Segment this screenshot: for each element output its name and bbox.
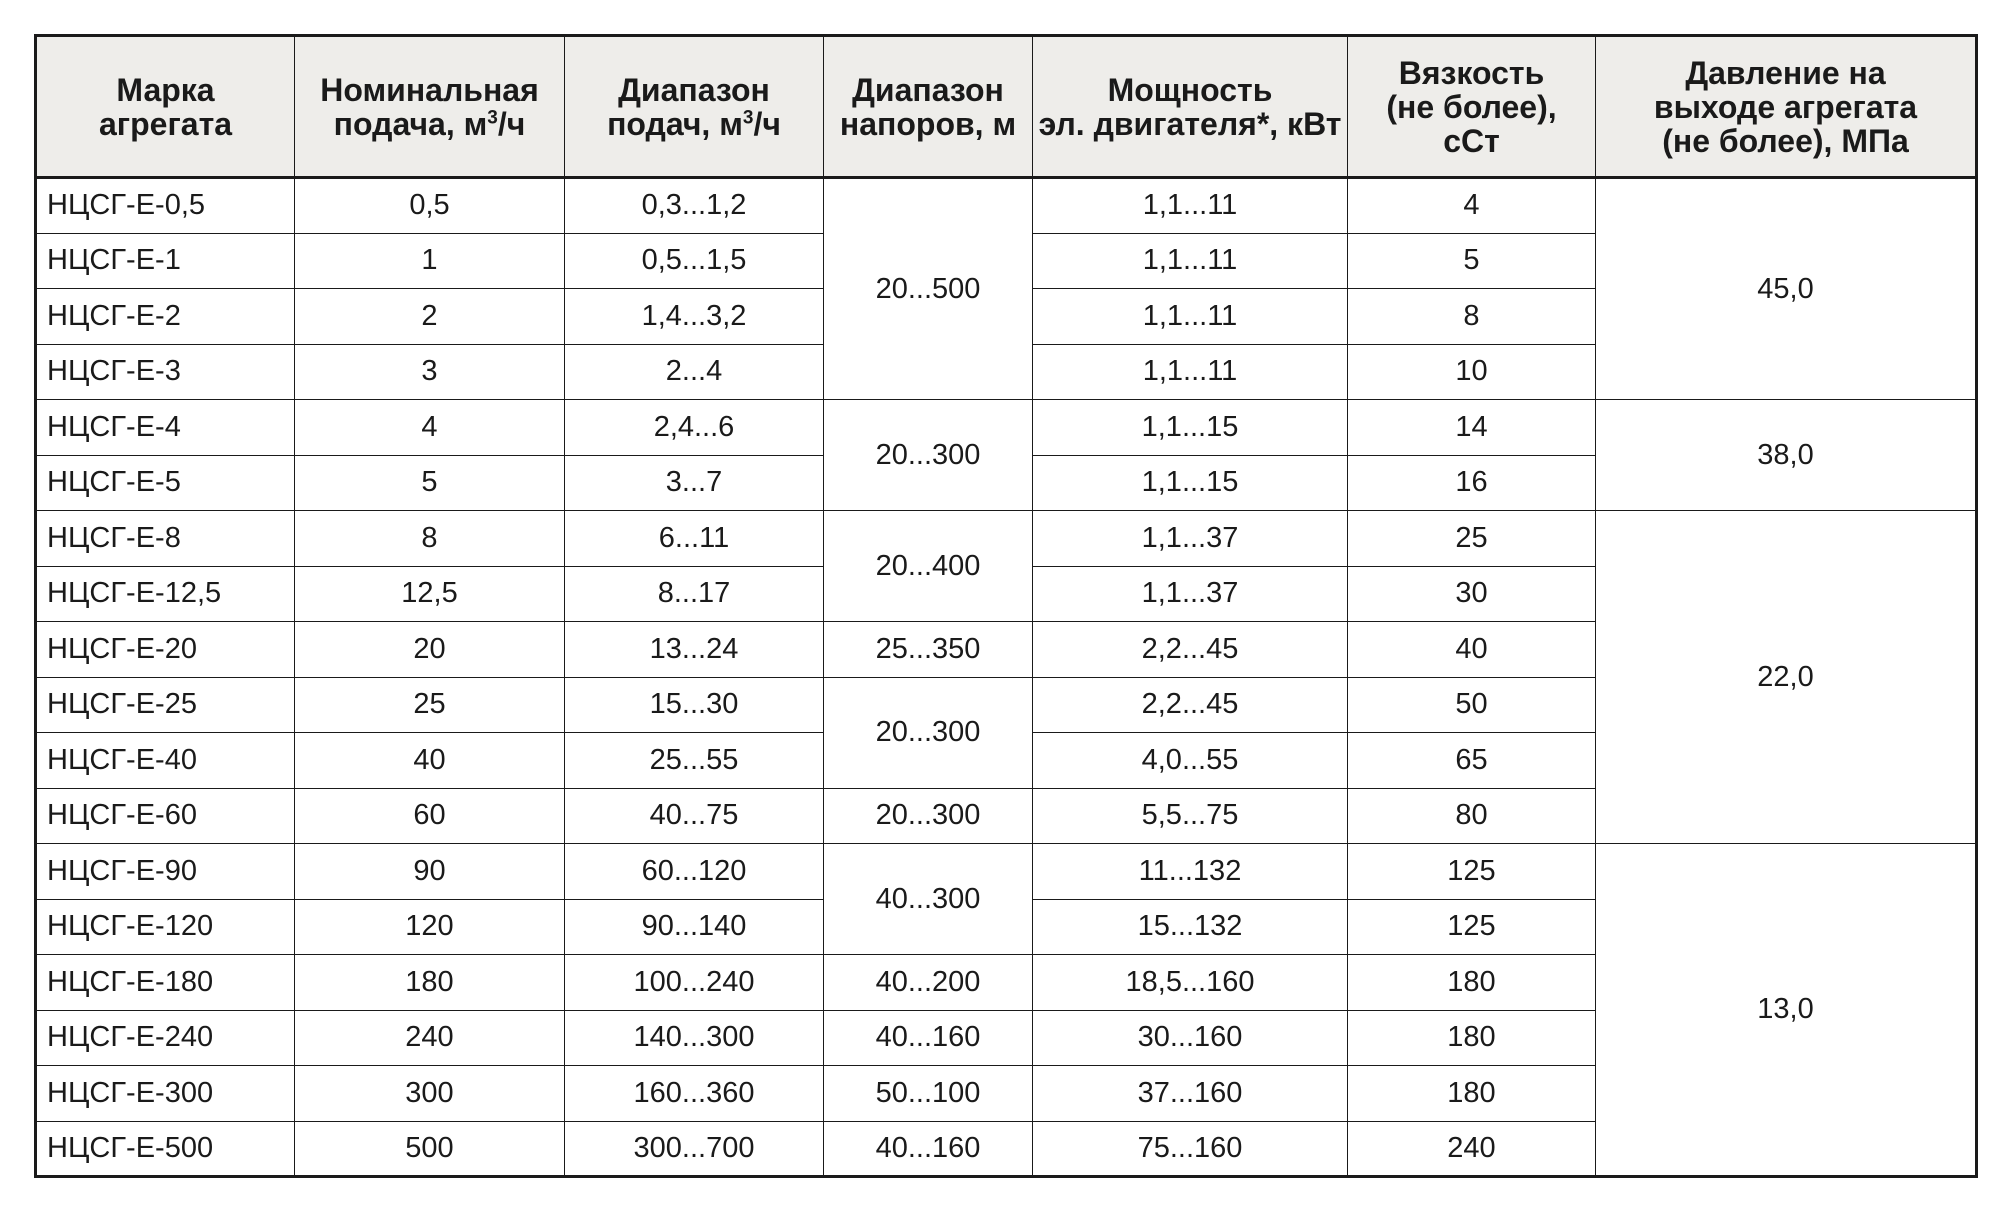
- header-head-range: [824, 36, 1033, 178]
- model-cell: НЦСГ-Е-12,5: [36, 566, 295, 622]
- nominal-flow-cell: 3: [295, 344, 565, 400]
- viscosity-cell: 180: [1348, 955, 1596, 1011]
- nominal-flow-cell: 2: [295, 289, 565, 345]
- power-cell: 1,1...15: [1033, 400, 1348, 456]
- flow-range-cell: 8...17: [565, 566, 824, 622]
- pressure-cell: 13,0: [1596, 844, 1977, 1177]
- head-range-cell: 40...160: [824, 1121, 1033, 1177]
- header-model: [36, 36, 295, 178]
- power-cell: 1,1...37: [1033, 511, 1348, 567]
- flow-range-cell: 2,4...6: [565, 400, 824, 456]
- header-flow-range-sup: 3: [742, 106, 754, 128]
- nominal-flow-cell: 5: [295, 455, 565, 511]
- pump-spec-table: [34, 34, 1978, 1178]
- flow-range-cell: 2...4: [565, 344, 824, 400]
- header-flow-range-line1: Диапазон: [618, 71, 770, 108]
- viscosity-cell: 240: [1348, 1121, 1596, 1177]
- viscosity-cell: 65: [1348, 733, 1596, 789]
- power-cell: 30...160: [1033, 1010, 1348, 1066]
- header-nominal-flow-unit: подача, м: [333, 105, 488, 142]
- model-cell: НЦСГ-Е-120: [36, 899, 295, 955]
- viscosity-cell: 8: [1348, 289, 1596, 345]
- viscosity-cell: 40: [1348, 622, 1596, 678]
- head-range-cell: 40...300: [824, 844, 1033, 955]
- header-head-range-line2: напоров, м: [839, 105, 1017, 142]
- viscosity-cell: 30: [1348, 566, 1596, 622]
- header-pressure: [1596, 36, 1977, 178]
- header-viscosity-line2: (не более),: [1386, 88, 1557, 125]
- table-row: [36, 400, 1977, 456]
- viscosity-cell: 125: [1348, 844, 1596, 900]
- pressure-cell: 22,0: [1596, 511, 1977, 844]
- power-cell: 4,0...55: [1033, 733, 1348, 789]
- header-row: [36, 36, 1977, 178]
- flow-range-cell: 300...700: [565, 1121, 824, 1177]
- pressure-cell: 38,0: [1596, 400, 1977, 511]
- model-cell: НЦСГ-Е-2: [36, 289, 295, 345]
- flow-range-cell: 60...120: [565, 844, 824, 900]
- model-cell: НЦСГ-Е-180: [36, 955, 295, 1011]
- table-body: [36, 178, 1977, 1177]
- header-power: [1033, 36, 1348, 178]
- flow-range-cell: 0,5...1,5: [565, 233, 824, 289]
- header-head-range-line1: Диапазон: [852, 71, 1004, 108]
- viscosity-cell: 180: [1348, 1010, 1596, 1066]
- head-range-cell: 25...350: [824, 622, 1033, 678]
- header-power-line1: Мощность: [1107, 71, 1273, 108]
- power-cell: 15...132: [1033, 899, 1348, 955]
- nominal-flow-cell: 90: [295, 844, 565, 900]
- header-model-line2: агрегата: [98, 105, 233, 142]
- viscosity-cell: 16: [1348, 455, 1596, 511]
- viscosity-cell: 4: [1348, 178, 1596, 234]
- header-model-line1: Марка: [116, 71, 215, 108]
- nominal-flow-cell: 120: [295, 899, 565, 955]
- flow-range-cell: 140...300: [565, 1010, 824, 1066]
- flow-range-cell: 3...7: [565, 455, 824, 511]
- header-nominal-flow-unit-tail: /ч: [497, 105, 526, 142]
- header-viscosity: [1348, 36, 1596, 178]
- viscosity-cell: 180: [1348, 1066, 1596, 1122]
- flow-range-cell: 0,3...1,2: [565, 178, 824, 234]
- header-flow-range: [565, 36, 824, 178]
- nominal-flow-cell: 25: [295, 677, 565, 733]
- header-viscosity-line3: сСт: [1443, 122, 1500, 159]
- flow-range-cell: 40...75: [565, 788, 824, 844]
- model-cell: НЦСГ-Е-8: [36, 511, 295, 567]
- model-cell: НЦСГ-Е-90: [36, 844, 295, 900]
- nominal-flow-cell: 4: [295, 400, 565, 456]
- model-cell: НЦСГ-Е-3: [36, 344, 295, 400]
- viscosity-cell: 14: [1348, 400, 1596, 456]
- flow-range-cell: 160...360: [565, 1066, 824, 1122]
- head-range-cell: 20...300: [824, 788, 1033, 844]
- nominal-flow-cell: 500: [295, 1121, 565, 1177]
- model-cell: НЦСГ-Е-240: [36, 1010, 295, 1066]
- flow-range-cell: 15...30: [565, 677, 824, 733]
- model-cell: НЦСГ-Е-60: [36, 788, 295, 844]
- nominal-flow-cell: 180: [295, 955, 565, 1011]
- model-cell: НЦСГ-Е-1: [36, 233, 295, 289]
- power-cell: 5,5...75: [1033, 788, 1348, 844]
- nominal-flow-cell: 12,5: [295, 566, 565, 622]
- table-row: [36, 844, 1977, 900]
- head-range-cell: 40...160: [824, 1010, 1033, 1066]
- nominal-flow-cell: 20: [295, 622, 565, 678]
- table-row: [36, 178, 1977, 234]
- nominal-flow-cell: 8: [295, 511, 565, 567]
- model-cell: НЦСГ-Е-25: [36, 677, 295, 733]
- head-range-cell: 50...100: [824, 1066, 1033, 1122]
- power-cell: 2,2...45: [1033, 677, 1348, 733]
- header-nominal-flow-sup: 3: [487, 106, 498, 128]
- model-cell: НЦСГ-Е-5: [36, 455, 295, 511]
- viscosity-cell: 5: [1348, 233, 1596, 289]
- nominal-flow-cell: 0,5: [295, 178, 565, 234]
- flow-range-cell: 1,4...3,2: [565, 289, 824, 345]
- head-range-cell: 20...300: [824, 400, 1033, 511]
- header-pressure-line2: выходе агрегата: [1653, 88, 1918, 125]
- header-viscosity-line1: Вязкость: [1398, 54, 1545, 91]
- nominal-flow-cell: 240: [295, 1010, 565, 1066]
- viscosity-cell: 125: [1348, 899, 1596, 955]
- power-cell: 1,1...11: [1033, 233, 1348, 289]
- viscosity-cell: 80: [1348, 788, 1596, 844]
- flow-range-cell: 100...240: [565, 955, 824, 1011]
- header-nominal-flow-line2: [295, 107, 564, 141]
- flow-range-cell: 25...55: [565, 733, 824, 789]
- model-cell: НЦСГ-Е-4: [36, 400, 295, 456]
- power-cell: 1,1...11: [1033, 289, 1348, 345]
- header-nominal-flow-line1: Номинальная: [320, 71, 539, 108]
- model-cell: НЦСГ-Е-40: [36, 733, 295, 789]
- model-cell: НЦСГ-Е-300: [36, 1066, 295, 1122]
- head-range-cell: 20...400: [824, 511, 1033, 622]
- nominal-flow-cell: 60: [295, 788, 565, 844]
- head-range-cell: 20...300: [824, 677, 1033, 788]
- model-cell: НЦСГ-Е-20: [36, 622, 295, 678]
- power-cell: 1,1...37: [1033, 566, 1348, 622]
- header-flow-range-unit-tail: /ч: [753, 105, 781, 142]
- power-cell: 11...132: [1033, 844, 1348, 900]
- flow-range-cell: 6...11: [565, 511, 824, 567]
- viscosity-cell: 10: [1348, 344, 1596, 400]
- header-pressure-line3: (не более), МПа: [1662, 122, 1909, 159]
- header-flow-range-line2: [565, 107, 823, 141]
- model-cell: НЦСГ-Е-0,5: [36, 178, 295, 234]
- header-pressure-line1: Давление на: [1685, 54, 1886, 91]
- power-cell: 2,2...45: [1033, 622, 1348, 678]
- header-flow-range-unit: подач, м: [607, 105, 743, 142]
- nominal-flow-cell: 40: [295, 733, 565, 789]
- head-range-cell: 20...500: [824, 178, 1033, 400]
- nominal-flow-cell: 300: [295, 1066, 565, 1122]
- model-cell: НЦСГ-Е-500: [36, 1121, 295, 1177]
- header-power-line2: эл. двигателя*, кВт: [1038, 105, 1342, 142]
- nominal-flow-cell: 1: [295, 233, 565, 289]
- power-cell: 1,1...15: [1033, 455, 1348, 511]
- head-range-cell: 40...200: [824, 955, 1033, 1011]
- flow-range-cell: 90...140: [565, 899, 824, 955]
- viscosity-cell: 50: [1348, 677, 1596, 733]
- power-cell: 18,5...160: [1033, 955, 1348, 1011]
- flow-range-cell: 13...24: [565, 622, 824, 678]
- power-cell: 75...160: [1033, 1121, 1348, 1177]
- header-nominal-flow: [295, 36, 565, 178]
- power-cell: 1,1...11: [1033, 344, 1348, 400]
- power-cell: 37...160: [1033, 1066, 1348, 1122]
- power-cell: 1,1...11: [1033, 178, 1348, 234]
- table-row: [36, 511, 1977, 567]
- viscosity-cell: 25: [1348, 511, 1596, 567]
- pressure-cell: 45,0: [1596, 178, 1977, 400]
